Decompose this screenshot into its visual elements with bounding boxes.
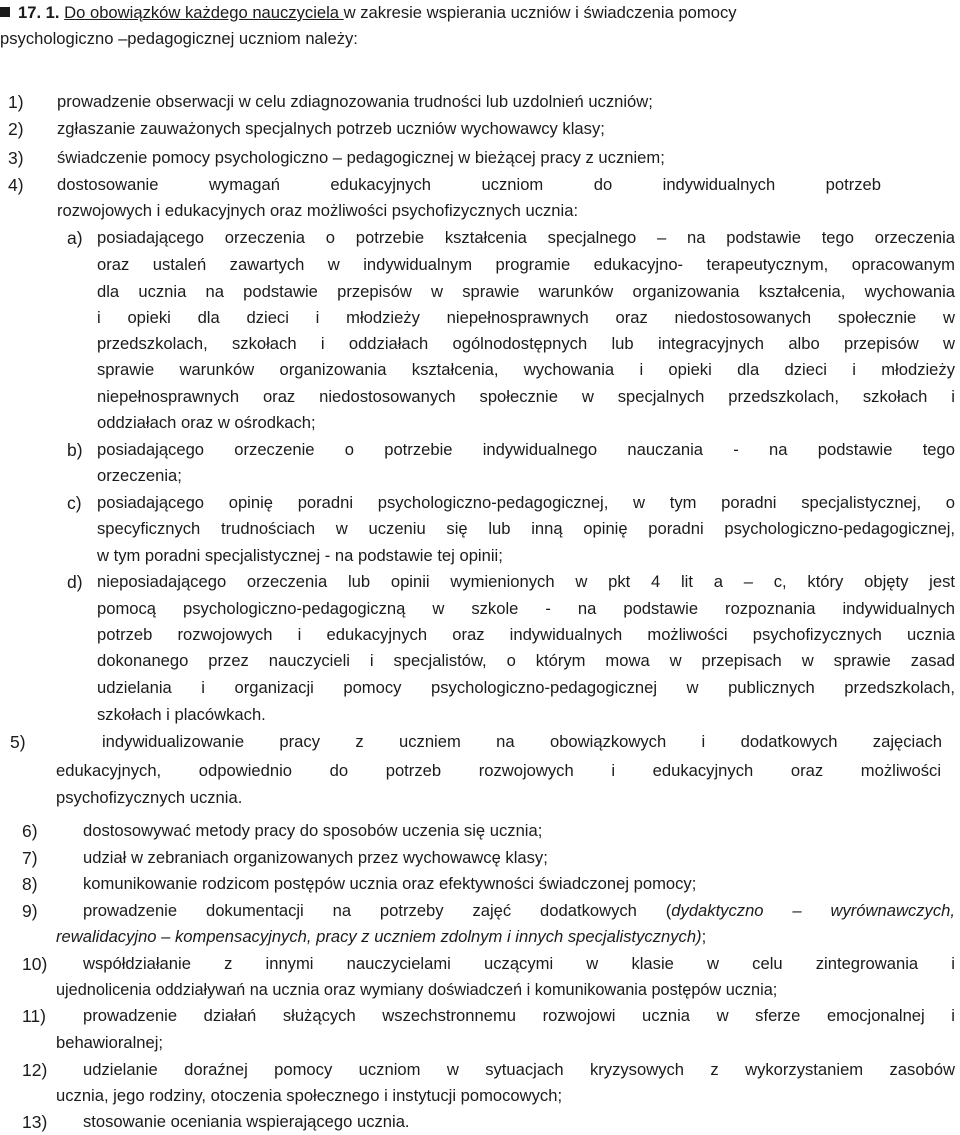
subitem-line: dokonanego przez nauczycieli i specjalistów, o którym mowa w przepisach w sprawie zasad xyxy=(97,651,955,670)
item-text: psychofizycznych ucznia. xyxy=(56,788,243,807)
subitem-line: i opieki dla dzieci i młodzieży niepełnosprawnych oraz niedostosowanych społecznie w xyxy=(97,308,955,327)
item-number: 9) xyxy=(22,901,38,921)
item-text-italic: rewalidacyjno – kompensacyjnych, pracy z uczniem zdolnym i innych specjalistycznych) xyxy=(56,927,702,946)
subitem-line: nieposiadającego orzeczenia lub opinii wymienionych w pkt 4 lit a – c, który objęty jest xyxy=(97,572,955,591)
subitem-letter: a) xyxy=(67,228,83,248)
subitem-line: pomocą psychologiczno-pedagogiczną w szkole - na podstawie rozpoznania indywidualnych xyxy=(97,599,955,618)
subitem-line: potrzeb rozwojowych i edukacyjnych oraz indywidualnych możliwości psychofizycznych ucznia xyxy=(97,625,955,644)
item-text: współdziałanie z innymi nauczycielami uczącymi w klasie w celu zintegrowania i xyxy=(83,954,955,973)
item-text: dostosowywać metody pracy do sposobów uczenia się ucznia; xyxy=(83,821,543,840)
heading-text: w zakresie wspierania uczniów i świadczenia pomocy xyxy=(343,3,737,22)
item-number: 6) xyxy=(22,821,38,841)
item-text: udzielanie doraźnej pomocy uczniom w sytuacjach kryzysowych z wykorzystaniem zasobów xyxy=(83,1060,955,1079)
subitem-line: w tym poradni specjalistycznej - na podstawie tej opinii; xyxy=(97,546,503,565)
subitem-line: posiadającego orzeczenia o potrzebie kształcenia specjalnego – na podstawie tego orzeczenia xyxy=(97,228,955,247)
item-text: ucznia, jego rodziny, otoczenia społecznego i instytucji pomocowych; xyxy=(56,1086,563,1105)
item-number: 4) xyxy=(8,175,24,195)
item-text-italic: dydaktyczno – wyrównawczych, xyxy=(671,901,955,920)
subitem-line: oddziałach oraz w ośrodkach; xyxy=(97,413,316,432)
subitem-line: szkołach i placówkach. xyxy=(97,705,266,724)
subitem-line: posiadającego orzeczenie o potrzebie indywidualnego nauczania - na podstawie tego xyxy=(97,440,955,459)
item-text: rozwojowych i edukacyjnych oraz możliwości psychofizycznych ucznia: xyxy=(57,201,579,220)
item-number: 3) xyxy=(8,148,24,168)
subitem-line: udzielania i organizacji pomocy psychologiczno-pedagogicznej w publicznych przedszkolach, xyxy=(97,678,955,697)
bullet-square-icon xyxy=(0,7,10,17)
section-number: 17. 1. xyxy=(18,3,60,22)
item-number: 8) xyxy=(22,874,38,894)
heading-line-2: psychologiczno –pedagogicznej uczniom należy: xyxy=(0,29,358,48)
item-text xyxy=(56,924,706,950)
item-text: stosowanie oceniania wspierającego ucznia. xyxy=(83,1112,410,1131)
item-text-part: prowadzenie dokumentacji na potrzeby zajęć dodatkowych ( xyxy=(83,901,672,920)
item-text: komunikowanie rodzicom postępów ucznia oraz efektywności świadczonej pomocy; xyxy=(83,874,697,893)
subitem-line: posiadającego opinię poradni psychologiczno-pedagogicznej, w tym poradni specjalistycznej, o xyxy=(97,493,955,512)
item-text: udział w zebraniach organizowanych przez wychowawcę klasy; xyxy=(83,848,548,867)
subitem-line: niepełnosprawnych oraz niedostosowanych społecznie w specjalnych przedszkolach, szkołach i xyxy=(97,387,955,406)
item-text: edukacyjnych, odpowiednio do potrzeb rozwojowych i edukacyjnych oraz możliwości xyxy=(56,761,941,780)
item-text: ujednolicenia oddziaływań na ucznia oraz wymiany doświadczeń i komunikowania postępów ucznia; xyxy=(56,981,778,999)
item-number: 7) xyxy=(22,848,38,868)
item-text-part: ; xyxy=(701,927,707,946)
subitem-line: orzeczenia; xyxy=(97,466,182,485)
subitem-line: oraz ustaleń zawartych w indywidualnym programie edukacyjno- terapeutycznym, opracowanym xyxy=(97,255,955,274)
subitem-line: sprawie warunków organizowania kształcenia, wychowania i opieki dla dzieci i młodzieży xyxy=(97,360,955,379)
item-text: zgłaszanie zauważonych specjalnych potrzeb uczniów wychowawcy klasy; xyxy=(57,119,605,138)
subitem-line: dla ucznia na podstawie przepisów w sprawie warunków organizowania kształcenia, wychowania xyxy=(97,282,955,301)
item-number: 2) xyxy=(8,119,24,139)
section-heading xyxy=(0,0,737,26)
item-number: 11) xyxy=(22,1006,46,1026)
subitem-line: przedszkolach, szkołach i oddziałach ogólnodostępnych lub integracyjnych albo przepisów w xyxy=(97,334,955,353)
item-text: indywidualizowanie pracy z uczniem na obowiązkowych i dodatkowych zajęciach xyxy=(102,732,942,751)
item-number: 12) xyxy=(22,1060,48,1080)
item-text xyxy=(83,898,955,924)
item-text: behawioralnej; xyxy=(56,1033,164,1052)
item-text: prowadzenie działań służących wszechstronnemu rozwojowi ucznia w sferze emocjonalnej i xyxy=(83,1006,955,1025)
item-number: 10) xyxy=(22,954,48,974)
subitem-letter: d) xyxy=(67,572,83,592)
item-number: 1) xyxy=(8,92,24,112)
item-text: dostosowanie wymagań edukacyjnych uczniom do indywidualnych potrzeb xyxy=(57,175,881,194)
item-number: 13) xyxy=(22,1112,48,1132)
item-number: 5) xyxy=(10,732,26,752)
heading-underlined-text: Do obowiązków każdego nauczyciela xyxy=(64,3,344,22)
item-text: prowadzenie obserwacji w celu zdiagnozowania trudności lub uzdolnień uczniów; xyxy=(57,92,653,111)
subitem-line: specyficznych trudnościach w uczeniu się lub inną opinię poradni psychologiczno-pedagogicznej, xyxy=(97,519,955,538)
subitem-letter: c) xyxy=(67,493,82,513)
subitem-letter: b) xyxy=(67,440,83,460)
item-text: świadczenie pomocy psychologiczno – pedagogicznej w bieżącej pracy z uczniem; xyxy=(57,148,665,167)
